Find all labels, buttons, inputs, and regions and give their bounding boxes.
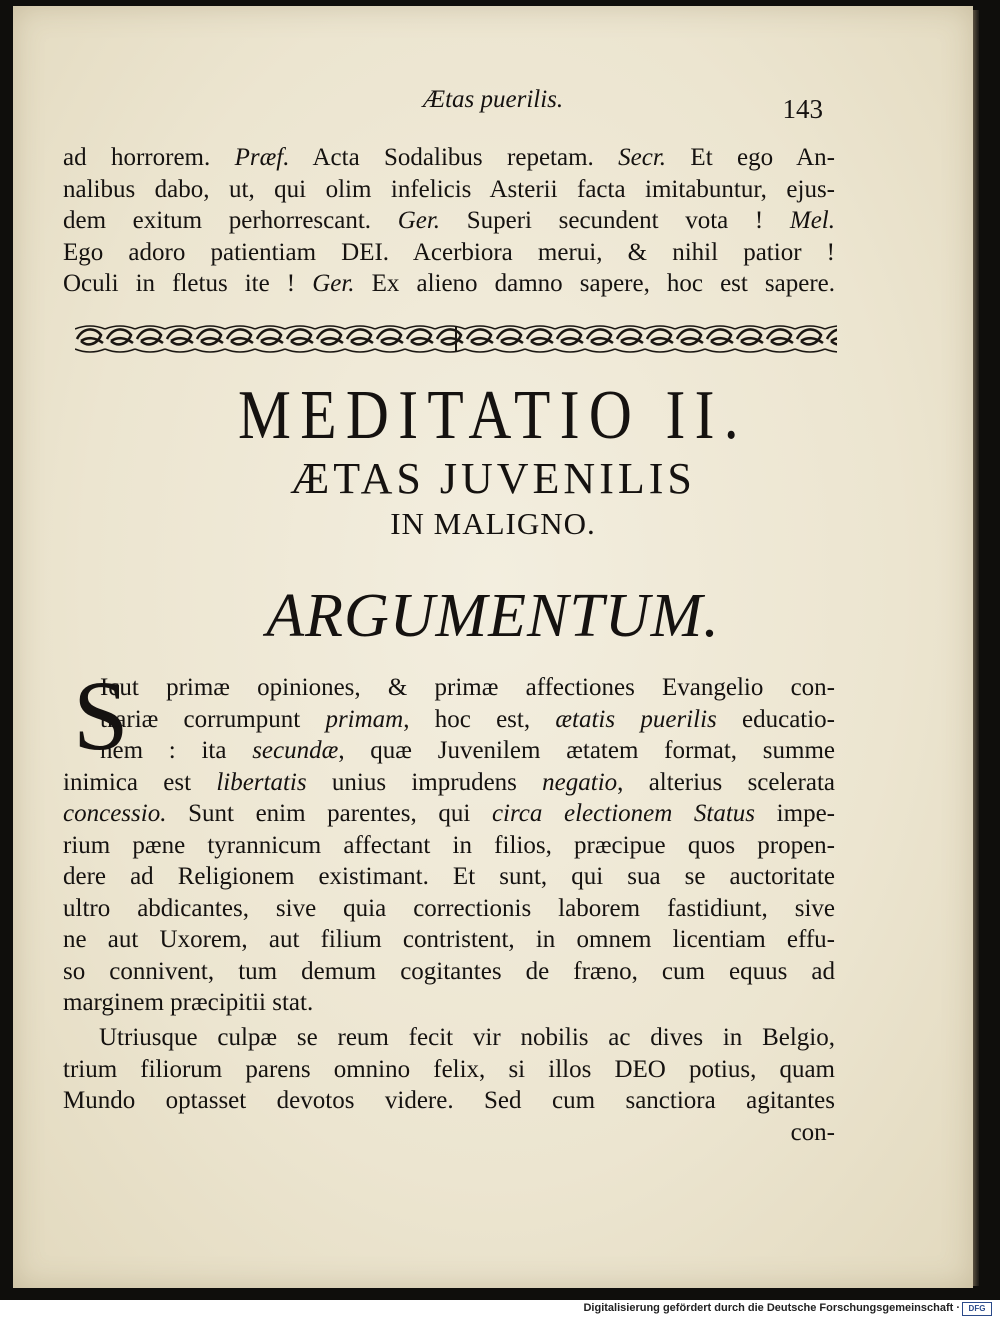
- text-line: nem : ita secundæ, quæ Juvenilem ætatem format, summe: [100, 737, 835, 764]
- text-line: dere ad Religionem existimant. Et sunt, qui sua se auctoritate: [63, 863, 835, 890]
- italic-term: Mel.: [789, 207, 836, 234]
- italic-term: Præf.: [234, 144, 290, 171]
- italic-term: concessio.: [63, 800, 167, 827]
- meditation-subtitle: ÆTAS JUVENILIS: [290, 454, 696, 503]
- page-number: 143: [782, 94, 823, 124]
- text-line: ne aut Uxorem, aut filium contristent, in omnem licentiam effu-: [63, 926, 835, 953]
- ornamental-border: [75, 323, 837, 355]
- drop-capital: S: [73, 660, 129, 771]
- text-line: concessio. Sunt enim parentes, qui circa electionem Status impe-: [63, 800, 835, 827]
- italic-term: negatio: [542, 768, 618, 796]
- text-line: Oculi in fletus ite ! Ger. Ex alieno damno sapere, hoc est sapere.: [63, 270, 836, 297]
- dfg-logo: DFG: [962, 1302, 992, 1316]
- text-line: ultro abdicantes, sive quia correctionis laborem fastidiunt, sive: [63, 894, 835, 922]
- book-page: [13, 6, 973, 1288]
- meditation-title: MEDITATIO II.: [237, 377, 749, 454]
- text-line: Ego adoro patientiam DEI. Acerbiora merui, & nihil patior !: [63, 238, 835, 266]
- text-line: Utriusque culpæ se reum fecit vir nobilis ac dives in Belgio,: [99, 1024, 835, 1051]
- argument-text-block: [63, 672, 835, 1019]
- paragraph-two: [63, 1022, 835, 1148]
- text-line: inimica est libertatis unius imprudens negatio, alterius scelerata: [63, 768, 835, 796]
- italic-term: Ger.: [397, 207, 441, 234]
- text-line: Mundo optasset devotos videre. Sed cum sanctiora agitantes: [63, 1087, 835, 1114]
- italic-term: Ger.: [312, 270, 355, 297]
- continued-text-block: [63, 142, 835, 300]
- text-line: so connivent, tum demum cogitantes de fræno, cum equus ad: [63, 957, 835, 985]
- italic-term: Secr.: [618, 144, 667, 171]
- funding-credit: Digitalisierung gefördert durch die Deutsche Forschungsgemeinschaft ·: [583, 1302, 960, 1314]
- meditation-subtitle-2: IN MALIGNO.: [390, 506, 596, 541]
- italic-term: libertatis: [216, 768, 307, 796]
- book-edge: [973, 10, 979, 1286]
- argument-heading: ARGUMENTUM.: [266, 582, 720, 650]
- text-line: dem exitum perhorrescant. Ger. Superi secundent vota ! Mel.: [63, 207, 836, 234]
- text-line: trium filiorum parens omnino felix, si illos DEO potius, quam: [63, 1055, 835, 1083]
- text-line: marginem præcipitii stat.: [63, 989, 314, 1016]
- italic-term: secundæ: [252, 737, 339, 764]
- italic-term: circa electionem Status: [491, 800, 756, 827]
- text-line: trariæ corrumpunt primam, hoc est, ætatis puerilis educatio-: [100, 705, 836, 733]
- text-line: ad horrorem. Præf. Acta Sodalibus repetam. Secr. Et ego An-: [63, 144, 835, 171]
- text-line: Icut primæ opiniones, & primæ affectiones Evangelio con-: [100, 674, 835, 701]
- text-line: rium pæne tyrannicum affectant in filios, præcipue quos propen-: [63, 831, 835, 859]
- italic-term: primam: [325, 705, 404, 733]
- running-head: Ætas puerilis.: [422, 86, 564, 113]
- italic-term: ætatis puerilis: [555, 705, 717, 733]
- text-line: con-: [790, 1118, 835, 1146]
- text-line: nalibus dabo, ut, qui olim infelicis Asterii facta imitabuntur, ejus-: [63, 175, 835, 203]
